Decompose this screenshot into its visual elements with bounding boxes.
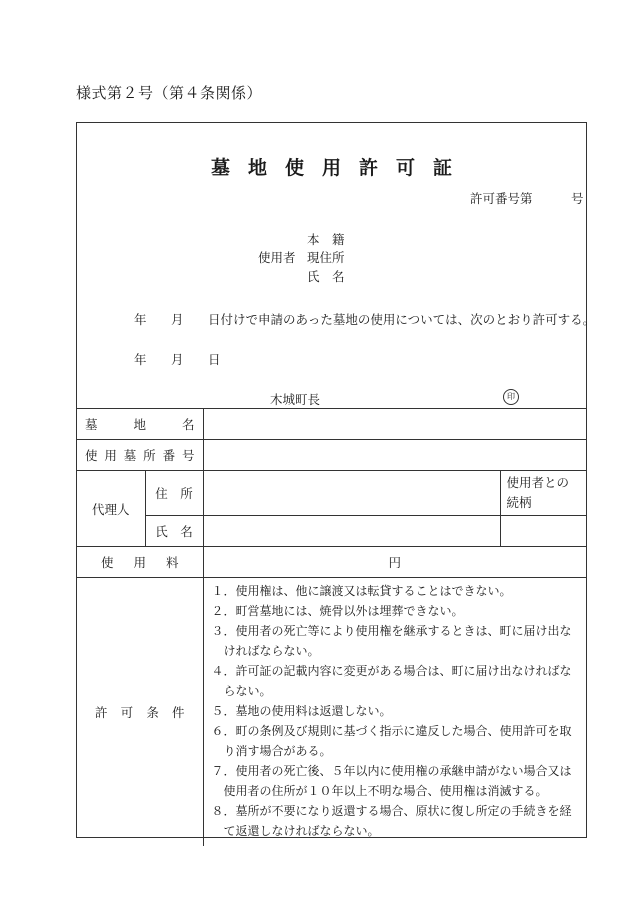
relation-field[interactable] <box>500 516 586 547</box>
current-address-label: 現住所 <box>307 250 345 265</box>
permit-statement: 日付けで申請のあった墓地の使用については、次のとおり許可する。 <box>208 312 596 327</box>
condition-item: ３．使用者の死亡等により使用権を継承するときは、町に届け出なければならない。 <box>211 624 572 658</box>
plot-number-row <box>77 440 586 471</box>
agent-name-row <box>77 516 586 547</box>
user-label: 使用者 <box>258 250 296 265</box>
plot-number-field[interactable] <box>203 440 586 471</box>
conditions-cell <box>203 578 586 847</box>
permit-number-label: 許可番号第 <box>470 191 533 206</box>
issue-year: 年 <box>134 352 147 367</box>
condition-item: ２．町営墓地には、焼骨以外は埋葬できない。 <box>211 604 464 618</box>
user-name-label: 氏 名 <box>307 269 345 284</box>
cemetery-name-row <box>77 409 586 440</box>
agent-label: 代理人 <box>77 471 145 547</box>
issuer-name: 木城町長 <box>270 392 321 407</box>
issue-month: 月 <box>171 352 184 367</box>
relation-label: 使用者との続柄 <box>500 471 586 516</box>
plot-number-label: 使 用 墓 所 番 号 <box>77 440 203 471</box>
fee-row <box>77 547 586 578</box>
conditions-list <box>210 578 581 846</box>
agent-address-label: 住 所 <box>145 471 203 516</box>
agent-name-label: 氏 名 <box>145 516 203 547</box>
certificate-frame <box>76 122 596 838</box>
fee-field: 円 <box>203 547 586 578</box>
certificate-title: 墓地使用許可証 <box>210 157 470 179</box>
condition-item: ７．使用者の死亡後、５年以内に使用権の承継申請がない場合又は使用者の住所が１０年以上不明な場合、使用権は消滅する。 <box>211 764 572 798</box>
conditions-row <box>77 578 586 847</box>
condition-item: ５．墓地の使用料は返還しない。 <box>211 704 392 718</box>
cemetery-name-field[interactable] <box>203 409 586 440</box>
condition-item: ６．町の条例及び規則に基づく指示に違反した場合、使用許可を取り消す場合がある。 <box>211 724 572 758</box>
fee-label: 使 用 料 <box>77 547 203 578</box>
permit-number-suffix: 号 <box>571 191 584 206</box>
cemetery-name-label: 墓 地 名 <box>77 409 203 440</box>
condition-item: ４．許可証の記載内容に変更がある場合は、町に届け出なければならない。 <box>211 664 572 698</box>
application-year: 年 <box>134 312 147 327</box>
agent-name-field[interactable] <box>203 516 500 547</box>
agent-address-row <box>77 471 586 516</box>
issue-day: 日 <box>208 352 221 367</box>
official-seal: 印 <box>503 389 519 405</box>
condition-item: １．使用権は、他に譲渡又は転貸することはできない。 <box>211 584 512 598</box>
agent-address-field[interactable] <box>203 471 500 516</box>
conditions-label: 許 可 条 件 <box>77 578 203 847</box>
application-month: 月 <box>171 312 184 327</box>
form-number-label: 様式第２号（第４条関係） <box>76 84 263 102</box>
details-table <box>77 408 586 846</box>
honseki-label: 本 籍 <box>307 232 345 247</box>
condition-item: ８．墓所が不要になり返還する場合、原状に復し所定の手続きを経て返還しなければならない。 <box>211 804 572 838</box>
